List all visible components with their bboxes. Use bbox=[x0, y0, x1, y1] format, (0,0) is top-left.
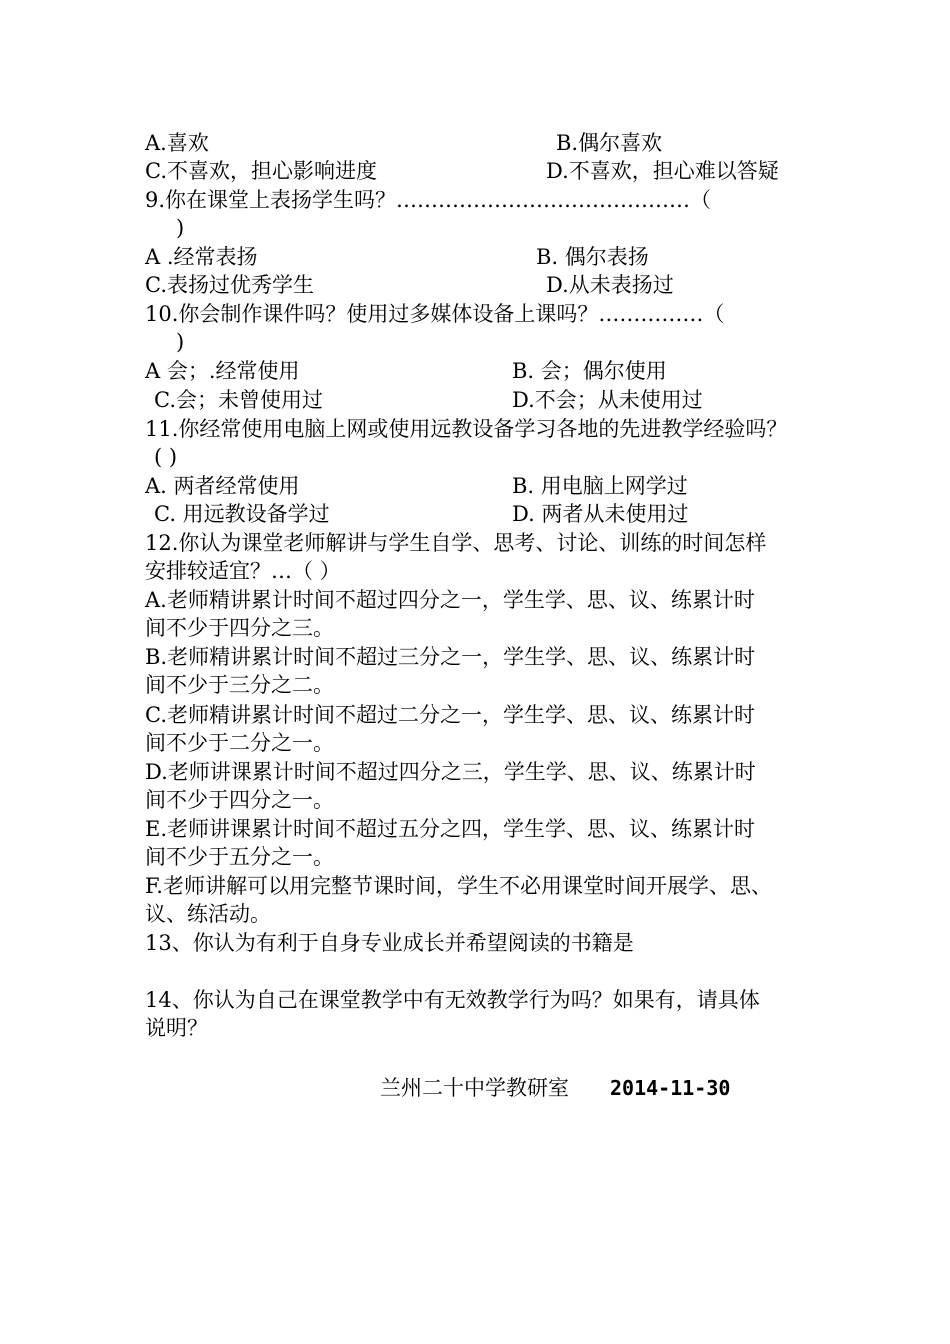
q12-option-c-line2: 间不少于二分之一。 bbox=[145, 731, 334, 755]
q9-option-c: C.表扬过优秀学生 bbox=[145, 273, 314, 297]
q10-answer-paren: ) bbox=[176, 330, 185, 354]
q12-option-b-line1: B.老师精讲累计时间不超过三分之一，学生学、思、议、练累计时 bbox=[145, 645, 756, 669]
q12-option-e-line2: 间不少于五分之一。 bbox=[145, 845, 334, 869]
q10-option-b: B. 会；偶尔使用 bbox=[512, 359, 667, 383]
q9-question: 9.你在课堂上表扬学生吗？……………………………………（ bbox=[145, 188, 712, 212]
q10-option-a: A 会；.经常使用 bbox=[145, 359, 300, 383]
q13-question: 13、你认为有利于自身专业成长并希望阅读的书籍是 bbox=[145, 931, 634, 955]
q8-option-b: B.偶尔喜欢 bbox=[556, 131, 663, 155]
q12-option-b-line2: 间不少于三分之二。 bbox=[145, 673, 334, 697]
q12-option-f-line1: F.老师讲解可以用完整节课时间，学生不必用课堂时间开展学、思、 bbox=[145, 874, 772, 898]
q9-option-b: B. 偶尔表扬 bbox=[536, 245, 649, 269]
q12-question-line1: 12.你认为课堂老师解讲与学生自学、思考、讨论、训练的时间怎样 bbox=[145, 531, 767, 555]
q10-option-d: D.不会；从未使用过 bbox=[512, 388, 703, 412]
q12-option-c-line1: C.老师精讲累计时间不超过二分之一，学生学、思、议、练累计时 bbox=[145, 703, 755, 727]
q10-option-c: C.会；未曾使用过 bbox=[154, 388, 323, 412]
q11-question: 11.你经常使用电脑上网或使用远教设备学习各地的先进教学经验吗？ bbox=[145, 417, 788, 441]
q12-question-line2: 安排较适宜？…（ ） bbox=[145, 559, 341, 583]
q12-option-f-line2: 议、练活动。 bbox=[145, 902, 271, 926]
footer-organization: 兰州二十中学教研室 bbox=[380, 1076, 569, 1100]
footer-date: 2014-11-30 bbox=[610, 1076, 731, 1100]
q12-option-d-line2: 间不少于四分之一。 bbox=[145, 788, 334, 812]
q11-answer-paren: ( ) bbox=[154, 445, 178, 469]
q12-option-e-line1: E.老师讲课累计时间不超过五分之四，学生学、思、议、练累计时 bbox=[145, 817, 756, 841]
q12-option-a-line1: A.老师精讲累计时间不超过四分之一，学生学、思、议、练累计时 bbox=[145, 588, 755, 612]
q9-option-a: A .经常表扬 bbox=[145, 245, 258, 269]
q11-option-c: C. 用远教设备学过 bbox=[154, 502, 330, 526]
q9-answer-paren: ) bbox=[176, 216, 185, 240]
q11-option-d: D. 两者从未使用过 bbox=[512, 502, 689, 526]
q10-question: 10.你会制作课件吗？使用过多媒体设备上课吗？……………（ bbox=[145, 302, 725, 326]
q9-option-d: D.从未表扬过 bbox=[546, 273, 674, 297]
q12-option-d-line1: D.老师讲课累计时间不超过四分之三，学生学、思、议、练累计时 bbox=[145, 760, 756, 784]
q11-option-b: B. 用电脑上网学过 bbox=[512, 474, 688, 498]
q8-option-d: D.不喜欢，担心难以答疑 bbox=[546, 159, 779, 183]
q14-question-line1: 14、你认为自己在课堂教学中有无效教学行为吗？如果有，请具体 bbox=[145, 988, 760, 1012]
q12-option-a-line2: 间不少于四分之三。 bbox=[145, 616, 334, 640]
q8-option-c: C.不喜欢，担心影响进度 bbox=[145, 159, 377, 183]
q11-option-a: A. 两者经常使用 bbox=[145, 474, 300, 498]
q8-option-a: A.喜欢 bbox=[145, 131, 209, 155]
q14-question-line2: 说明？ bbox=[145, 1016, 208, 1040]
